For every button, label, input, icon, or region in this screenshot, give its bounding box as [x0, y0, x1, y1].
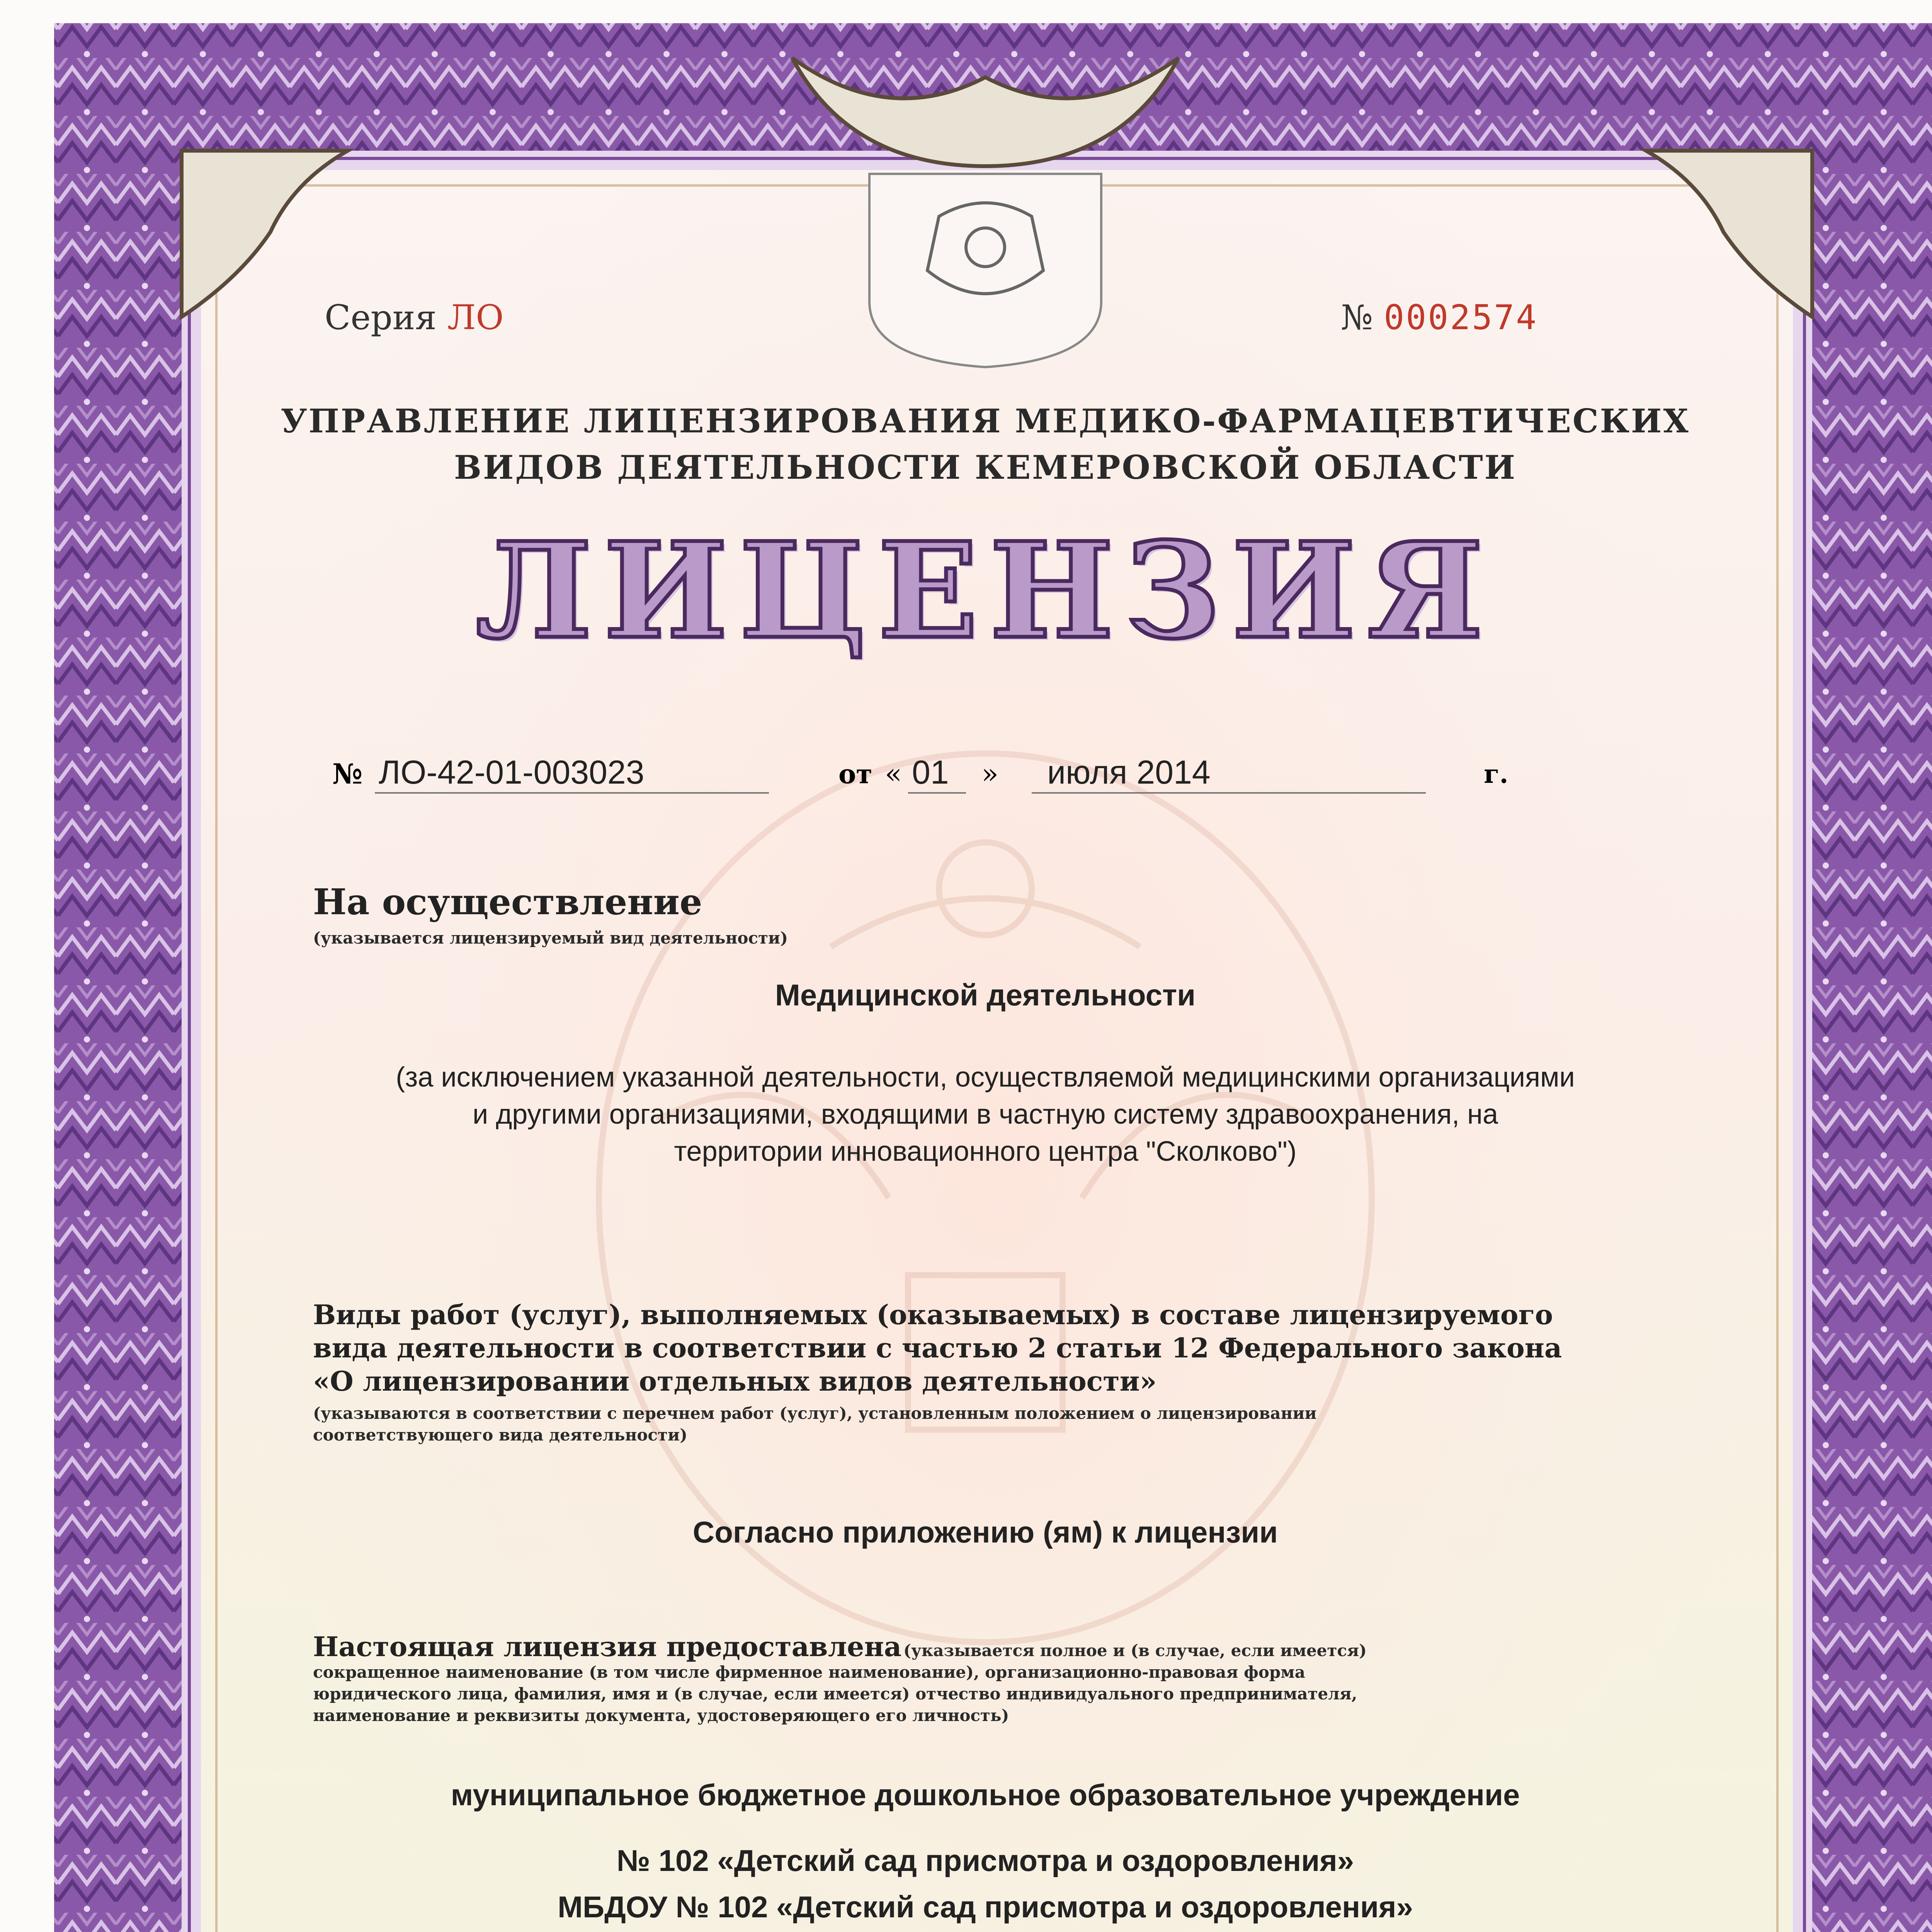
series-label: Серия: [325, 298, 437, 337]
license-num-label: №: [332, 757, 363, 790]
licensee-heading-row: [313, 1631, 1665, 1663]
series-value: ЛО: [447, 298, 504, 337]
works-value: Согласно приложению (ям) к лицензии: [692, 1515, 1278, 1549]
works-hint-line: соответствующего вида деятельности): [313, 1425, 687, 1444]
activity-exclusion-line: и другими организациями, входящими в частную систему здравоохранения, на: [473, 1099, 1498, 1130]
from-label: от: [838, 759, 872, 790]
number-value: 0002574: [1384, 298, 1538, 337]
license-month-year: июля 2014: [1047, 754, 1211, 791]
licensee-full-name-line: № 102 «Детский сад присмотра и оздоровления»: [616, 1844, 1354, 1878]
activity-hint: (указывается лицензируемый вид деятельности): [313, 929, 788, 947]
quote-open: «: [885, 757, 902, 790]
activity-name: Медицинской деятельности: [775, 978, 1196, 1012]
activity-exclusion: [216, 1059, 1754, 1170]
license-number: ЛО-42-01-003023: [379, 754, 645, 791]
licensee-full-name: [216, 1762, 1754, 1893]
activity-heading: На осуществление: [313, 881, 702, 923]
works-heading-line: Виды работ (услуг), выполняемых (оказываемых) в составе лицензируемого: [313, 1299, 1553, 1331]
authority-line2: ВИДОВ ДЕЯТЕЛЬНОСТИ КЕМЕРОВСКОЙ ОБЛАСТИ: [454, 448, 1517, 486]
works-heading: [313, 1298, 1562, 1398]
licensee-hint: [313, 1662, 1357, 1726]
licensee-short-name: МБДОУ № 102 «Детский сад присмотра и оздоровления»: [558, 1890, 1413, 1924]
series-field: [325, 298, 503, 337]
works-hint: [313, 1403, 1317, 1446]
licensee-hint-line: наименование и реквизиты документа, удостоверяющего его личность): [313, 1706, 1009, 1725]
quote-close: »: [981, 757, 999, 790]
works-hint-line: (указываются в соответствии с перечнем работ (услуг), установленным положением о лицензировании: [313, 1404, 1317, 1423]
licensee-full-name-line: муниципальное бюджетное дошкольное образовательное учреждение: [451, 1778, 1520, 1812]
number-label: №: [1341, 298, 1373, 337]
document-title: ЛИЦЕНЗИЯ: [476, 514, 1495, 668]
activity-exclusion-line: территории инновационного центра "Сколково"): [674, 1136, 1297, 1167]
licensee-hint-line: сокращенное наименование (в том числе фирменное наименование), организационно-правовая форма: [313, 1663, 1305, 1682]
licensee-hint-first: (указывается полное и (в случае, если имеется): [903, 1641, 1367, 1660]
works-heading-line: вида деятельности в соответствии с частью 2 статьи 12 Федерального закона: [313, 1332, 1562, 1364]
year-suffix: г.: [1484, 759, 1509, 789]
license-number-row: [332, 753, 1530, 796]
license-day: 01: [912, 754, 949, 791]
works-heading-line: «О лицензировании отдельных видов деятельности»: [313, 1365, 1157, 1397]
licensee-heading: Настоящая лицензия предоставлена: [313, 1631, 902, 1663]
authority-line1: УПРАВЛЕНИЕ ЛИЦЕНЗИРОВАНИЯ МЕДИКО-ФАРМАЦЕВТИЧЕСКИХ: [281, 402, 1690, 440]
licensee-hint-line: юридического лица, фамилия, имя и (в случае, если имеется) отчество индивидуального предпринимателя,: [313, 1684, 1357, 1703]
number-field: [1341, 298, 1538, 337]
activity-exclusion-line: (за исключением указанной деятельности, осуществляемой медицинскими организациями: [396, 1062, 1575, 1093]
